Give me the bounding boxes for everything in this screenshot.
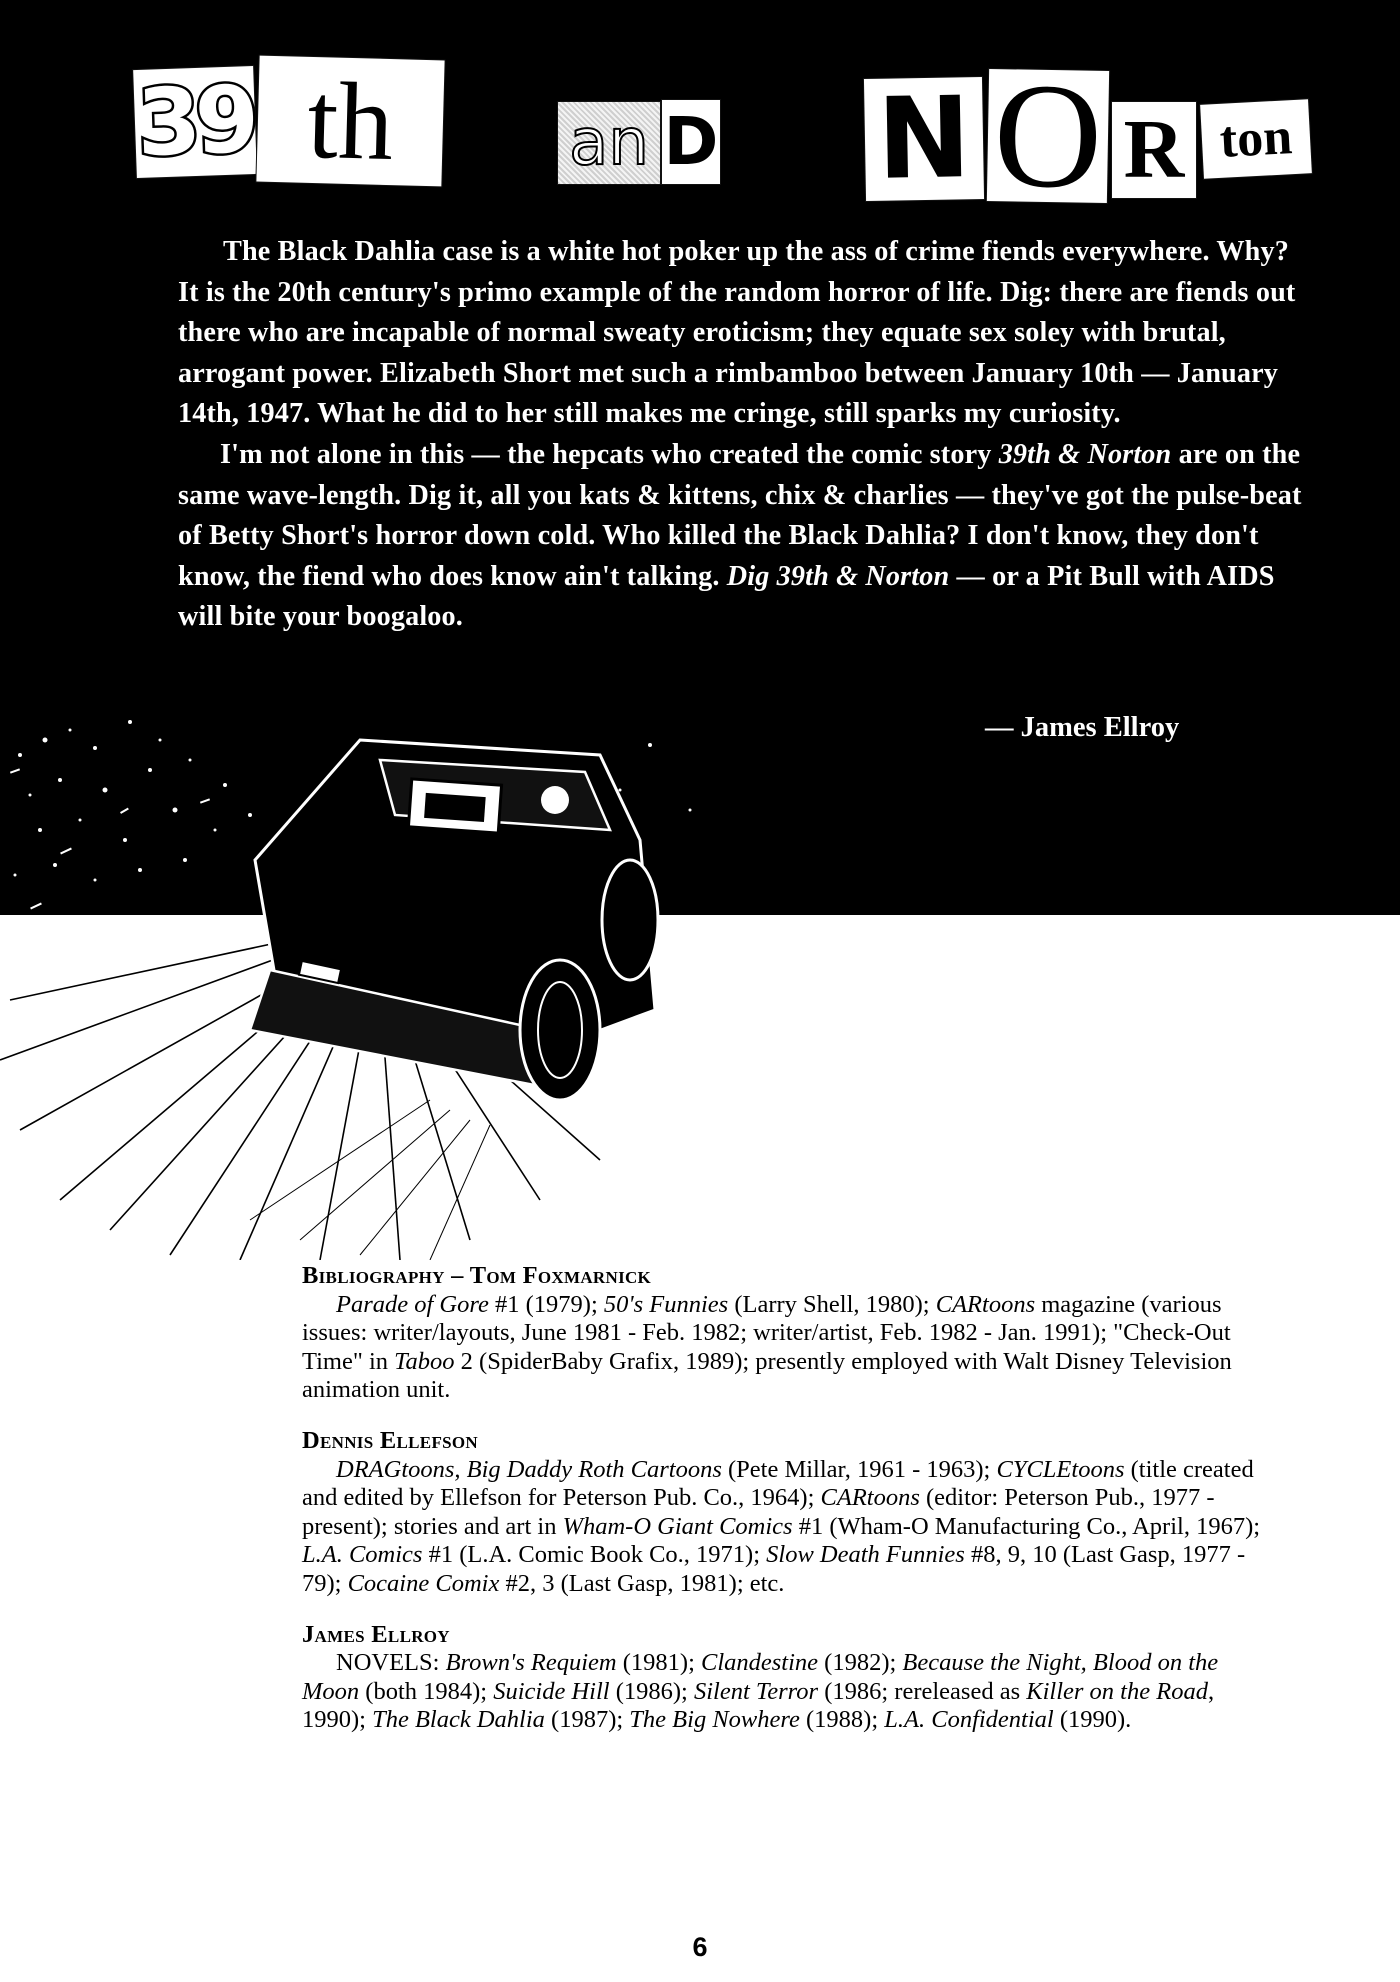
- credit-title: L.A. Comics: [302, 1541, 423, 1569]
- credit-title: Silent Terror: [693, 1677, 819, 1705]
- credit-text: magazine (various issues: writer/layouts, June 1981 - Feb. 1982; writer/artist, Feb. 1982 - Jan. 1991); "Check-Out Time" in: [302, 1290, 1231, 1375]
- ransom-note-title: [130, 40, 1380, 220]
- credit-text: :: [432, 1649, 446, 1677]
- bibliography-heading-ellroy: James Ellroy: [302, 1620, 450, 1648]
- page-number: 6: [692, 1932, 708, 1962]
- credit-text: 2 (SpiderBaby Grafix, 1989); presently employed with Walt Disney Television animation unit.: [302, 1347, 1232, 1404]
- credit-text: #1 (L.A. Comic Book Co., 1971);: [422, 1541, 767, 1569]
- credit-text: #2, 3 (Last Gasp, 1981); etc.: [499, 1569, 785, 1597]
- credit-text: (title created and edited by Ellefson for Peterson Pub. Co., 1964);: [302, 1455, 1254, 1512]
- credit-title: The Big Nowhere: [629, 1706, 800, 1734]
- credit-title: CYCLEtoons: [996, 1455, 1125, 1483]
- bibliography-ellefson: [302, 1427, 1262, 1599]
- bibliography-entry-foxmarnick: [302, 1291, 1262, 1405]
- title-cutout-39: 39: [133, 66, 257, 178]
- credit-title: Taboo: [394, 1347, 455, 1375]
- intro-paragraph-1: The Black Dahlia case is a white hot poker up the ass of crime fiends everywhere. Why? It is the 20th century's primo example of the random horror of life. Dig: there are fiends out there who are incapable of normal sweaty eroticism; they equate sex soley with brutal, arrogant power. Elizabeth Short met such a rimbamboo between January 10th — January 14th, 1947. What he did to her still makes me cringe, still sparks my curiosity.: [178, 236, 1296, 430]
- title-cutout-r: R: [1112, 102, 1196, 198]
- title-cutout-n: N: [864, 77, 984, 201]
- credit-text: (1990).: [1053, 1706, 1132, 1734]
- bibliography-heading-ellefson: Dennis Ellefson: [302, 1426, 478, 1454]
- credit-title: CARtoons: [820, 1484, 920, 1512]
- credit-title: The Black Dahlia: [372, 1706, 545, 1734]
- intro-p2-text-c: — or a Pit Bull with AIDS will bite your boogaloo.: [178, 560, 1275, 633]
- credit-title: Parade of Gore: [336, 1290, 489, 1318]
- novels-label: NOVELS: [336, 1649, 433, 1677]
- credit-title: L.A. Confidential: [884, 1706, 1054, 1734]
- credit-text: (1986);: [609, 1677, 694, 1705]
- title-cutout-th: th: [256, 56, 444, 187]
- intro-p2-text-a: I'm not alone in this — the hepcats who created the comic story: [220, 438, 999, 470]
- credit-text: (1982);: [818, 1649, 903, 1677]
- credit-text: , 1990);: [302, 1677, 1215, 1734]
- title-cutout-an: an: [558, 102, 660, 184]
- credit-text: (1986; rereleased as: [818, 1677, 1027, 1705]
- bibliography: [302, 1262, 1262, 1757]
- bibliography-ellroy: [302, 1621, 1262, 1735]
- car-illustration: [0, 700, 760, 1260]
- intro-text: [178, 232, 1308, 638]
- bibliography-entry-ellroy: [302, 1649, 1262, 1735]
- credit-title: Clandestine: [701, 1649, 819, 1677]
- intro-p2-title-a: 39th & Norton: [998, 438, 1172, 470]
- bibliography-heading-foxmarnick: Bibliography – Tom Foxmarnick: [302, 1262, 652, 1289]
- credit-text: (both 1984);: [359, 1677, 494, 1705]
- intro-paragraph-2: [178, 435, 1308, 638]
- intro-p2-text-b: are on the same wave-length. Dig it, all you kats & kittens, chix & charlies — they've got the pulse-beat of Betty Short's horror down cold. Who killed the Black Dahlia? I don't know, they don't know, the fiend who does know ain't talking.: [178, 438, 1302, 592]
- credit-title: Killer on the Road: [1026, 1677, 1208, 1705]
- credit-title: Wham-O Giant Comics: [562, 1512, 793, 1540]
- credit-title: Cocaine Comix: [347, 1569, 500, 1597]
- credit-title: Because the Night, Blood on the Moon: [302, 1649, 1219, 1705]
- credit-text: (1981);: [616, 1649, 701, 1677]
- credit-text: #1 (Wham-O Manufacturing Co., April, 1967);: [792, 1512, 1261, 1540]
- credit-text: #8, 9, 10 (Last Gasp, 1977 - 79);: [302, 1541, 1246, 1597]
- intro-p2-title-b: Dig 39th & Norton: [726, 560, 950, 592]
- credit-title: DRAGtoons, Big Daddy Roth Cartoons: [336, 1455, 722, 1483]
- credit-title: 50's Funnies: [603, 1290, 729, 1318]
- signature: — James Ellroy: [985, 712, 1180, 743]
- credit-title: Suicide Hill: [493, 1677, 610, 1705]
- road-shadow: [250, 1100, 490, 1260]
- title-cutout-ton: ton: [1200, 99, 1312, 179]
- credit-text: (1987);: [544, 1706, 630, 1734]
- credit-text: #1 (1979);: [488, 1290, 604, 1318]
- credit-title: CARtoons: [935, 1290, 1036, 1318]
- title-cutout-d: D: [662, 100, 720, 184]
- credit-text: (1988);: [799, 1706, 885, 1734]
- credit-text: (Pete Millar, 1961 - 1963);: [721, 1455, 997, 1483]
- title-cutout-o: O: [987, 69, 1109, 203]
- credit-text: (editor: Peterson Pub., 1977 - present); stories and art in: [302, 1484, 1215, 1540]
- bibliography-foxmarnick: [302, 1262, 1262, 1405]
- credit-text: (Larry Shell, 1980);: [728, 1290, 936, 1318]
- bibliography-entry-ellefson: [302, 1456, 1262, 1599]
- car-body: [250, 740, 658, 1100]
- credit-title: Slow Death Funnies: [766, 1541, 965, 1569]
- credit-title: Brown's Requiem: [445, 1649, 617, 1677]
